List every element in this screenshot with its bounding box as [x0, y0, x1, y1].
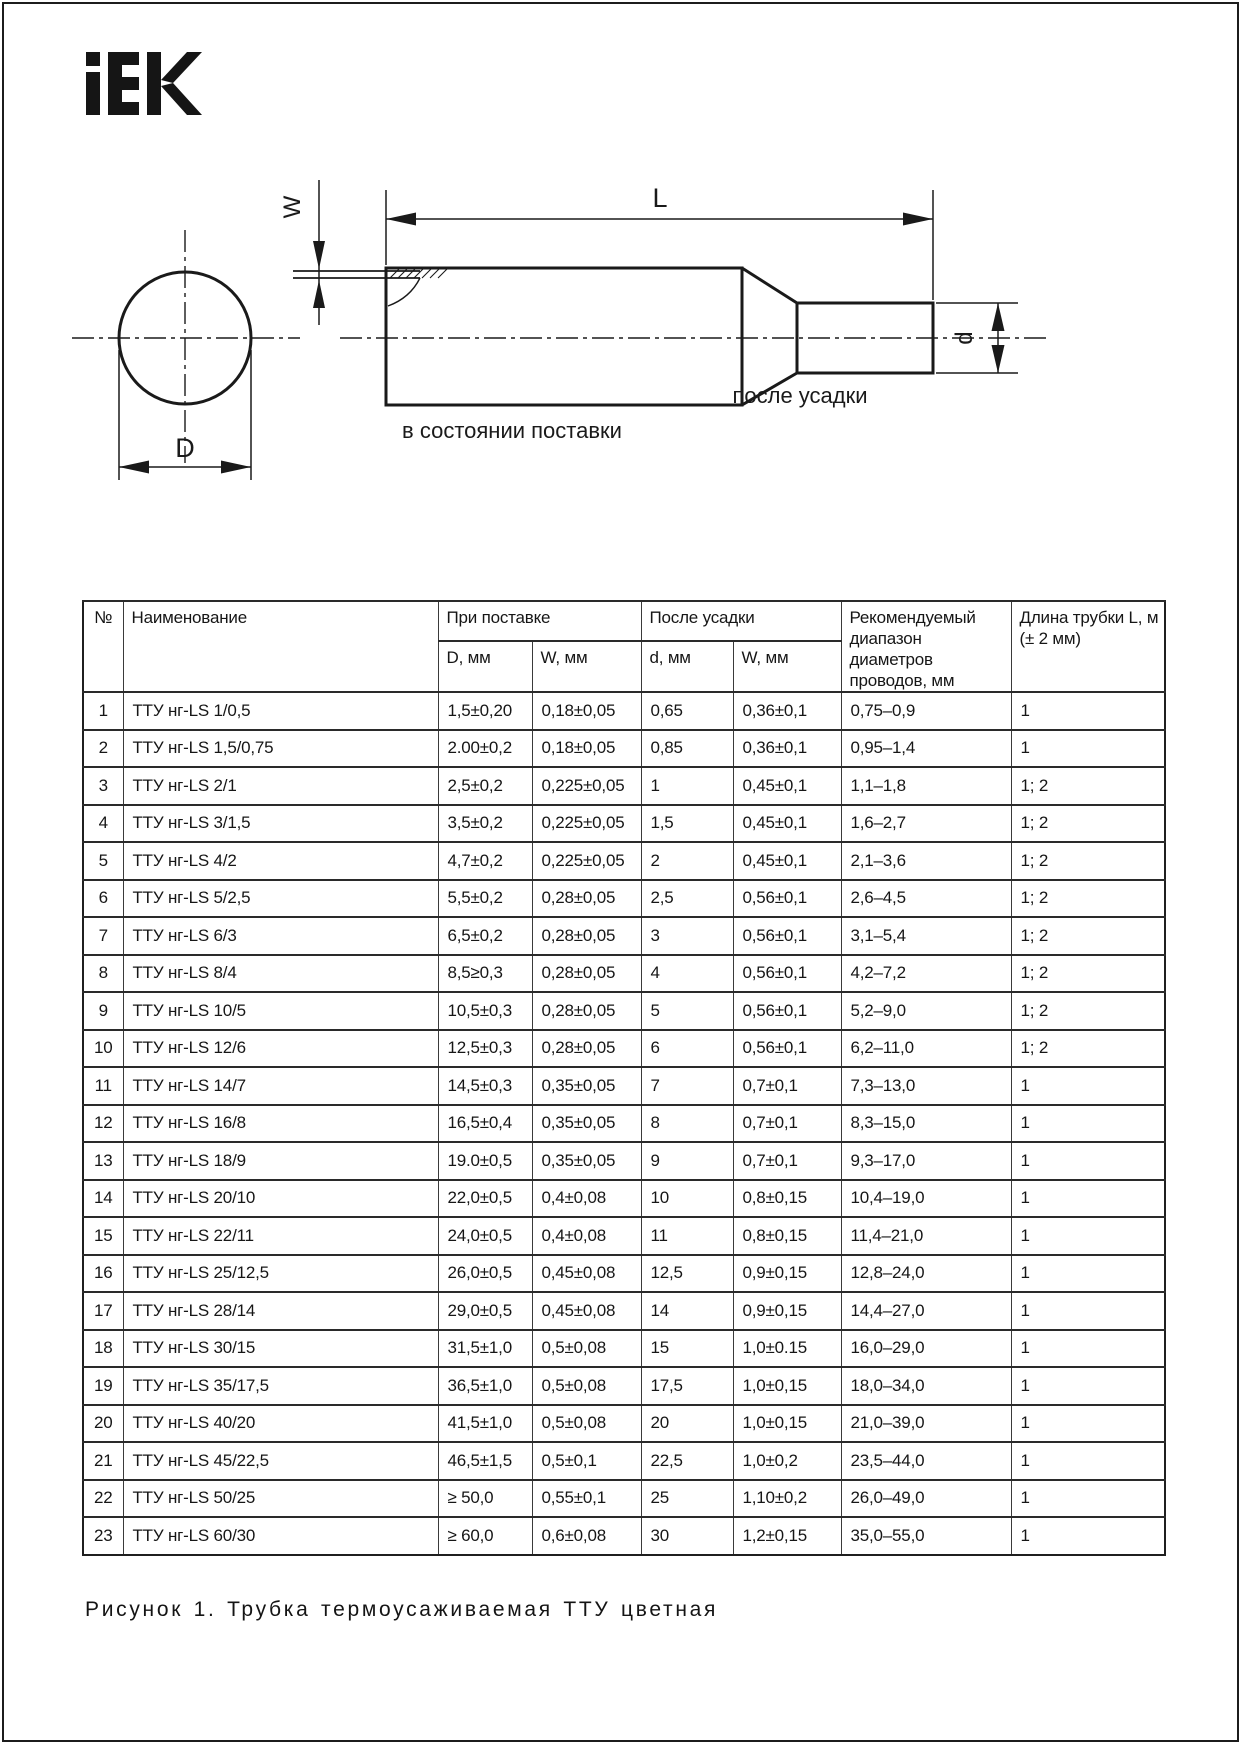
cell-wire-range: 16,0–29,0 — [841, 1330, 1011, 1368]
header-at-delivery: При поставке — [438, 601, 641, 641]
cell-length: 1 — [1011, 730, 1165, 768]
header-recommended-range: Рекомендуемый диапазон диаметров проводов, мм — [841, 601, 1011, 692]
cell-length: 1; 2 — [1011, 880, 1165, 918]
cell-D-supply: 3,5±0,2 — [438, 805, 532, 843]
cell-W-supply: 0,35±0,05 — [532, 1142, 641, 1180]
cell-d-shrink: 0,85 — [641, 730, 733, 768]
table-row — [83, 1480, 1165, 1518]
cell-wire-range: 10,4–19,0 — [841, 1180, 1011, 1218]
cell-num: 18 — [83, 1330, 123, 1368]
cell-name: ТТУ нг-LS 60/30 — [123, 1517, 438, 1555]
cell-name: ТТУ нг-LS 3/1,5 — [123, 805, 438, 843]
header-after-shrink: После усадки — [641, 601, 841, 641]
cell-d-shrink: 0,65 — [641, 692, 733, 730]
cell-name: ТТУ нг-LS 45/22,5 — [123, 1442, 438, 1480]
cell-name: ТТУ нг-LS 40/20 — [123, 1405, 438, 1443]
cell-D-supply: 24,0±0,5 — [438, 1217, 532, 1255]
cell-W-supply: 0,5±0,08 — [532, 1405, 641, 1443]
cell-num: 23 — [83, 1517, 123, 1555]
cell-W-shrink: 1,2±0,15 — [733, 1517, 841, 1555]
cell-length: 1 — [1011, 1217, 1165, 1255]
spec-table-body — [83, 692, 1165, 1555]
table-row — [83, 1067, 1165, 1105]
arrowhead — [386, 213, 416, 226]
cell-d-shrink: 30 — [641, 1517, 733, 1555]
cell-d-shrink: 2 — [641, 842, 733, 880]
table-row — [83, 917, 1165, 955]
cell-D-supply: 10,5±0,3 — [438, 992, 532, 1030]
cell-D-supply: 14,5±0,3 — [438, 1067, 532, 1105]
cell-W-supply: 0,55±0,1 — [532, 1480, 641, 1518]
cell-length: 1 — [1011, 1367, 1165, 1405]
table-row — [83, 1292, 1165, 1330]
arrowhead — [119, 461, 149, 474]
cell-d-shrink: 6 — [641, 1030, 733, 1068]
cell-name: ТТУ нг-LS 1/0,5 — [123, 692, 438, 730]
header-D-supply: D, мм — [438, 641, 532, 692]
label-supplied-state: в состоянии поставки — [402, 418, 622, 443]
cell-W-shrink: 0,36±0,1 — [733, 692, 841, 730]
cell-d-shrink: 5 — [641, 992, 733, 1030]
cell-d-shrink: 10 — [641, 1180, 733, 1218]
table-row — [83, 692, 1165, 730]
cell-d-shrink: 4 — [641, 955, 733, 993]
table-row — [83, 842, 1165, 880]
label-after-shrink: после усадки — [732, 383, 868, 408]
cell-D-supply: 12,5±0,3 — [438, 1030, 532, 1068]
cell-W-shrink: 0,9±0,15 — [733, 1255, 841, 1293]
cell-name: ТТУ нг-LS 25/12,5 — [123, 1255, 438, 1293]
cell-W-shrink: 0,7±0,1 — [733, 1067, 841, 1105]
cell-W-shrink: 0,56±0,1 — [733, 917, 841, 955]
table-row — [83, 1030, 1165, 1068]
cell-W-shrink: 0,8±0,15 — [733, 1217, 841, 1255]
cell-length: 1; 2 — [1011, 955, 1165, 993]
cell-num: 12 — [83, 1105, 123, 1143]
cell-W-supply: 0,225±0,05 — [532, 805, 641, 843]
cell-d-shrink: 20 — [641, 1405, 733, 1443]
cell-wire-range: 21,0–39,0 — [841, 1405, 1011, 1443]
figure-caption: Рисунок 1. Трубка термоусаживаемая ТТУ цветная — [85, 1598, 719, 1621]
cell-d-shrink: 2,5 — [641, 880, 733, 918]
table-row — [83, 805, 1165, 843]
cell-wire-range: 1,1–1,8 — [841, 767, 1011, 805]
cell-d-shrink: 3 — [641, 917, 733, 955]
cutaway-curve — [388, 278, 420, 306]
table-row — [83, 1517, 1165, 1555]
table-row — [83, 1142, 1165, 1180]
cell-W-supply: 0,28±0,05 — [532, 917, 641, 955]
cell-D-supply: 36,5±1,0 — [438, 1367, 532, 1405]
cell-W-supply: 0,28±0,05 — [532, 992, 641, 1030]
cell-D-supply: 26,0±0,5 — [438, 1255, 532, 1293]
cell-D-supply: 8,5≥0,3 — [438, 955, 532, 993]
cell-d-shrink: 14 — [641, 1292, 733, 1330]
cell-W-shrink: 1,0±0,2 — [733, 1442, 841, 1480]
cell-name: ТТУ нг-LS 30/15 — [123, 1330, 438, 1368]
cell-D-supply: 16,5±0,4 — [438, 1105, 532, 1143]
cell-wire-range: 26,0–49,0 — [841, 1480, 1011, 1518]
cell-W-shrink: 0,36±0,1 — [733, 730, 841, 768]
cell-length: 1 — [1011, 1292, 1165, 1330]
cell-wire-range: 35,0–55,0 — [841, 1517, 1011, 1555]
cell-D-supply: 5,5±0,2 — [438, 880, 532, 918]
cell-W-supply: 0,45±0,08 — [532, 1292, 641, 1330]
cell-D-supply: 29,0±0,5 — [438, 1292, 532, 1330]
cell-num: 3 — [83, 767, 123, 805]
cell-W-shrink: 0,7±0,1 — [733, 1105, 841, 1143]
cell-num: 19 — [83, 1367, 123, 1405]
table-row — [83, 1405, 1165, 1443]
header-d-shrink: d, мм — [641, 641, 733, 692]
cell-wire-range: 9,3–17,0 — [841, 1142, 1011, 1180]
cell-num: 20 — [83, 1405, 123, 1443]
cell-d-shrink: 15 — [641, 1330, 733, 1368]
table-row — [83, 767, 1165, 805]
cell-name: ТТУ нг-LS 50/25 — [123, 1480, 438, 1518]
cell-name: ТТУ нг-LS 16/8 — [123, 1105, 438, 1143]
cell-W-supply: 0,18±0,05 — [532, 730, 641, 768]
cell-wire-range: 3,1–5,4 — [841, 917, 1011, 955]
table-row — [83, 1180, 1165, 1218]
cell-wire-range: 4,2–7,2 — [841, 955, 1011, 993]
cell-length: 1 — [1011, 1442, 1165, 1480]
cell-wire-range: 2,1–3,6 — [841, 842, 1011, 880]
arrowhead — [992, 303, 1005, 331]
cell-num: 21 — [83, 1442, 123, 1480]
cell-D-supply: 41,5±1,0 — [438, 1405, 532, 1443]
cell-wire-range: 7,3–13,0 — [841, 1067, 1011, 1105]
cell-num: 9 — [83, 992, 123, 1030]
cell-W-shrink: 0,45±0,1 — [733, 767, 841, 805]
cell-d-shrink: 11 — [641, 1217, 733, 1255]
cell-length: 1 — [1011, 1180, 1165, 1218]
cell-d-shrink: 25 — [641, 1480, 733, 1518]
cell-length: 1; 2 — [1011, 767, 1165, 805]
cell-wire-range: 12,8–24,0 — [841, 1255, 1011, 1293]
cell-W-supply: 0,28±0,05 — [532, 955, 641, 993]
cell-D-supply: ≥ 50,0 — [438, 1480, 532, 1518]
cell-length: 1 — [1011, 1142, 1165, 1180]
cell-W-shrink: 0,56±0,1 — [733, 1030, 841, 1068]
cell-length: 1 — [1011, 1105, 1165, 1143]
cell-num: 1 — [83, 692, 123, 730]
cell-d-shrink: 1 — [641, 767, 733, 805]
cell-name: ТТУ нг-LS 4/2 — [123, 842, 438, 880]
cell-wire-range: 0,95–1,4 — [841, 730, 1011, 768]
table-row — [83, 730, 1165, 768]
label-d: d — [951, 331, 978, 345]
cell-num: 14 — [83, 1180, 123, 1218]
cell-d-shrink: 17,5 — [641, 1367, 733, 1405]
cell-d-shrink: 8 — [641, 1105, 733, 1143]
cell-W-shrink: 1,0±0,15 — [733, 1367, 841, 1405]
cell-D-supply: 2.00±0,2 — [438, 730, 532, 768]
cell-wire-range: 14,4–27,0 — [841, 1292, 1011, 1330]
cell-W-shrink: 0,45±0,1 — [733, 805, 841, 843]
header-W-shrink: W, мм — [733, 641, 841, 692]
cell-name: ТТУ нг-LS 1,5/0,75 — [123, 730, 438, 768]
cell-name: ТТУ нг-LS 5/2,5 — [123, 880, 438, 918]
cell-num: 6 — [83, 880, 123, 918]
tube-body-supplied — [386, 268, 742, 405]
cell-length: 1 — [1011, 1480, 1165, 1518]
cell-num: 2 — [83, 730, 123, 768]
arrowhead — [313, 241, 325, 269]
cell-W-shrink: 0,45±0,1 — [733, 842, 841, 880]
arrowhead — [992, 345, 1005, 373]
cell-num: 16 — [83, 1255, 123, 1293]
cell-num: 22 — [83, 1480, 123, 1518]
cell-name: ТТУ нг-LS 20/10 — [123, 1180, 438, 1218]
cell-length: 1 — [1011, 1517, 1165, 1555]
cell-d-shrink: 1,5 — [641, 805, 733, 843]
table-row — [83, 1330, 1165, 1368]
spec-table-header — [83, 601, 1165, 692]
cell-d-shrink: 9 — [641, 1142, 733, 1180]
cell-W-supply: 0,6±0,08 — [532, 1517, 641, 1555]
table-row — [83, 1217, 1165, 1255]
header-tube-length: Длина трубки L, м (± 2 мм) — [1011, 601, 1165, 692]
cell-num: 4 — [83, 805, 123, 843]
table-row — [83, 992, 1165, 1030]
cell-W-supply: 0,45±0,08 — [532, 1255, 641, 1293]
cell-W-supply: 0,35±0,05 — [532, 1105, 641, 1143]
cell-num: 11 — [83, 1067, 123, 1105]
cell-D-supply: 19.0±0,5 — [438, 1142, 532, 1180]
table-row — [83, 955, 1165, 993]
cell-wire-range: 18,0–34,0 — [841, 1367, 1011, 1405]
table-row — [83, 1367, 1165, 1405]
cell-name: ТТУ нг-LS 12/6 — [123, 1030, 438, 1068]
cell-W-shrink: 0,7±0,1 — [733, 1142, 841, 1180]
cell-D-supply: 31,5±1,0 — [438, 1330, 532, 1368]
label-L: L — [652, 183, 668, 213]
cell-wire-range: 2,6–4,5 — [841, 880, 1011, 918]
cell-wire-range: 1,6–2,7 — [841, 805, 1011, 843]
header-name: Наименование — [123, 601, 438, 692]
cell-wire-range: 11,4–21,0 — [841, 1217, 1011, 1255]
cell-wire-range: 8,3–15,0 — [841, 1105, 1011, 1143]
cell-num: 13 — [83, 1142, 123, 1180]
cell-num: 7 — [83, 917, 123, 955]
cell-length: 1; 2 — [1011, 805, 1165, 843]
cell-W-supply: 0,225±0,05 — [532, 767, 641, 805]
table-row — [83, 1105, 1165, 1143]
cell-W-supply: 0,4±0,08 — [532, 1217, 641, 1255]
label-W: W — [279, 195, 306, 219]
cell-num: 10 — [83, 1030, 123, 1068]
cell-wire-range: 5,2–9,0 — [841, 992, 1011, 1030]
cell-W-shrink: 1,10±0,2 — [733, 1480, 841, 1518]
iek-logo-glyphs — [86, 52, 202, 115]
heat-shrink-tube-drawing — [0, 145, 1244, 605]
cell-W-shrink: 0,56±0,1 — [733, 992, 841, 1030]
cell-W-shrink: 0,8±0,15 — [733, 1180, 841, 1218]
cell-W-supply: 0,5±0,1 — [532, 1442, 641, 1480]
cell-W-supply: 0,4±0,08 — [532, 1180, 641, 1218]
label-D: D — [175, 433, 195, 463]
cell-name: ТТУ нг-LS 22/11 — [123, 1217, 438, 1255]
cell-name: ТТУ нг-LS 8/4 — [123, 955, 438, 993]
iek-logo — [86, 52, 202, 116]
cell-W-shrink: 1,0±0,15 — [733, 1405, 841, 1443]
cell-length: 1 — [1011, 1255, 1165, 1293]
cell-D-supply: 2,5±0,2 — [438, 767, 532, 805]
arrowhead — [903, 213, 933, 226]
cell-W-shrink: 0,56±0,1 — [733, 880, 841, 918]
cell-D-supply: 46,5±1,5 — [438, 1442, 532, 1480]
cell-wire-range: 6,2–11,0 — [841, 1030, 1011, 1068]
cell-name: ТТУ нг-LS 10/5 — [123, 992, 438, 1030]
table-row — [83, 1442, 1165, 1480]
cell-D-supply: 4,7±0,2 — [438, 842, 532, 880]
cell-d-shrink: 22,5 — [641, 1442, 733, 1480]
cell-num: 15 — [83, 1217, 123, 1255]
cell-name: ТТУ нг-LS 18/9 — [123, 1142, 438, 1180]
cell-W-shrink: 0,56±0,1 — [733, 955, 841, 993]
cell-name: ТТУ нг-LS 6/3 — [123, 917, 438, 955]
cell-wire-range: 23,5–44,0 — [841, 1442, 1011, 1480]
cell-D-supply: 1,5±0,20 — [438, 692, 532, 730]
header-W-supply: W, мм — [532, 641, 641, 692]
cell-W-supply: 0,28±0,05 — [532, 880, 641, 918]
cell-wire-range: 0,75–0,9 — [841, 692, 1011, 730]
cell-length: 1 — [1011, 1330, 1165, 1368]
cell-W-shrink: 0,9±0,15 — [733, 1292, 841, 1330]
cell-W-supply: 0,28±0,05 — [532, 1030, 641, 1068]
cell-length: 1 — [1011, 1067, 1165, 1105]
taper-top — [742, 268, 797, 303]
cell-W-supply: 0,225±0,05 — [532, 842, 641, 880]
cell-D-supply: 6,5±0,2 — [438, 917, 532, 955]
cell-d-shrink: 12,5 — [641, 1255, 733, 1293]
cell-W-supply: 0,35±0,05 — [532, 1067, 641, 1105]
spec-table — [82, 600, 1166, 1556]
cell-name: ТТУ нг-LS 35/17,5 — [123, 1367, 438, 1405]
arrowhead — [313, 280, 325, 308]
cell-length: 1 — [1011, 1405, 1165, 1443]
arrowhead — [221, 461, 251, 474]
cell-W-supply: 0,5±0,08 — [532, 1367, 641, 1405]
cell-num: 8 — [83, 955, 123, 993]
cell-D-supply: ≥ 60,0 — [438, 1517, 532, 1555]
table-row — [83, 880, 1165, 918]
cell-length: 1; 2 — [1011, 1030, 1165, 1068]
cell-length: 1 — [1011, 692, 1165, 730]
table-row — [83, 1255, 1165, 1293]
cell-name: ТТУ нг-LS 14/7 — [123, 1067, 438, 1105]
cell-W-supply: 0,5±0,08 — [532, 1330, 641, 1368]
cell-num: 5 — [83, 842, 123, 880]
cell-num: 17 — [83, 1292, 123, 1330]
cell-W-shrink: 1,0±0.15 — [733, 1330, 841, 1368]
cell-length: 1; 2 — [1011, 992, 1165, 1030]
cell-W-supply: 0,18±0,05 — [532, 692, 641, 730]
cell-name: ТТУ нг-LS 28/14 — [123, 1292, 438, 1330]
cell-D-supply: 22,0±0,5 — [438, 1180, 532, 1218]
cell-length: 1; 2 — [1011, 917, 1165, 955]
cell-d-shrink: 7 — [641, 1067, 733, 1105]
header-num: № — [83, 601, 123, 692]
cell-length: 1; 2 — [1011, 842, 1165, 880]
cell-name: ТТУ нг-LS 2/1 — [123, 767, 438, 805]
